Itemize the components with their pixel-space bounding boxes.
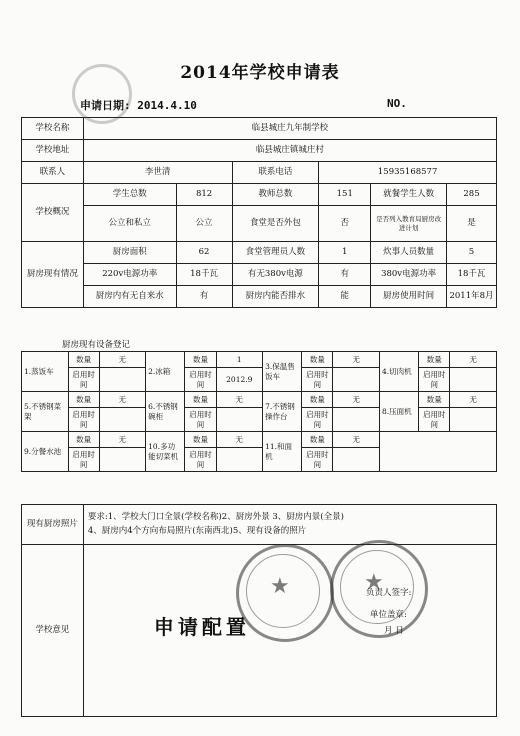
equipment-caption: 厨房现有设备登记	[62, 340, 131, 350]
equip-name: 11.和面机	[263, 432, 302, 472]
equip-qty-label: 数量	[185, 392, 216, 408]
staff-value: 5	[447, 242, 497, 264]
p380-value: 18千瓦	[447, 264, 497, 286]
apply-date-label: 申请日期:	[80, 99, 131, 112]
equip-qty-label: 数量	[302, 392, 333, 408]
seal-star-icon: ★	[270, 574, 290, 599]
equip-name: 2.冰箱	[146, 352, 185, 392]
opinion-date: 月 日	[384, 626, 404, 636]
equip-qty-label: 数量	[185, 432, 216, 448]
teachers-value: 151	[319, 184, 371, 206]
equip-qty-label: 数量	[302, 432, 333, 448]
school-info-table	[21, 117, 497, 308]
boarding-value: 285	[447, 184, 497, 206]
equip-name: 4.切肉机	[379, 352, 418, 392]
equip-name: 8.压面机	[379, 392, 418, 432]
equip-since-label: 启用时间	[68, 408, 99, 432]
equip-empty-cell	[379, 432, 496, 472]
equip-since-label: 启用时间	[302, 368, 333, 392]
equip-qty-value: 无	[450, 352, 497, 368]
equip-since-value	[99, 408, 146, 432]
equip-name: 5.不锈钢菜架	[22, 392, 69, 432]
equip-qty-value: 无	[216, 432, 263, 448]
equip-name: 7.不锈钢操作台	[263, 392, 302, 432]
mgmt-value: 1	[319, 242, 371, 264]
plan-value: 是	[447, 206, 497, 242]
equip-qty-label: 数量	[68, 392, 99, 408]
equip-qty-label: 数量	[302, 352, 333, 368]
equip-since-label: 启用时间	[185, 448, 216, 472]
form-title: 2014年学校申请表	[180, 63, 340, 83]
school-name-value: 临县城庄九年制学校	[83, 118, 496, 140]
unit-seal-label: 单位盖章:	[370, 610, 407, 620]
equip-qty-value: 无	[99, 392, 146, 408]
kitchen-label: 厨房现有情况	[22, 242, 84, 308]
photos-req-line-1: 要求:1、学校大门口全景(学校名称)2、厨房外景 3、厨房内景(全景)	[87, 512, 344, 522]
has380-value: 有	[319, 264, 371, 286]
public-value: 公立	[176, 206, 232, 242]
mgmt-label: 食堂管理员人数	[232, 242, 319, 264]
equip-qty-value: 无	[99, 432, 146, 448]
equip-name: 6.不锈钢碗柜	[146, 392, 185, 432]
area-value: 62	[176, 242, 232, 264]
since-value: 2011年8月	[447, 286, 497, 308]
equip-since-label: 启用时间	[419, 368, 450, 392]
phone-value: 15935168577	[319, 162, 497, 184]
apply-date-value: 2014.4.10	[137, 99, 197, 112]
equip-qty-value: 无	[216, 392, 263, 408]
water-label: 厨房内有无自来水	[83, 286, 176, 308]
equip-since-value	[99, 368, 146, 392]
p220-value: 18千瓦	[176, 264, 232, 286]
equip-name: 1.蒸饭车	[22, 352, 69, 392]
since-label: 厨房使用时间	[371, 286, 447, 308]
equip-since-label: 启用时间	[185, 368, 216, 392]
equip-qty-value: 无	[99, 352, 146, 368]
contact-value: 李世清	[83, 162, 232, 184]
students-label: 学生总数	[83, 184, 176, 206]
equip-qty-value: 无	[333, 392, 380, 408]
equip-since-value: 2012.9	[216, 368, 263, 392]
faint-stamp	[72, 64, 132, 124]
students-value: 812	[176, 184, 232, 206]
boarding-label: 就餐学生人数	[371, 184, 447, 206]
equip-since-value	[99, 448, 146, 472]
equip-since-label: 启用时间	[185, 408, 216, 432]
p380-label: 380v电源功率	[371, 264, 447, 286]
drain-label: 厨房内能否排水	[232, 286, 319, 308]
equip-qty-label: 数量	[419, 392, 450, 408]
drain-value: 能	[319, 286, 371, 308]
equip-since-label: 启用时间	[68, 368, 99, 392]
photos-requirements	[83, 505, 496, 545]
equip-name: 10.多功能切菜机	[146, 432, 185, 472]
equip-name: 9.分餐水池	[22, 432, 69, 472]
area-label: 厨房面积	[83, 242, 176, 264]
equip-since-value	[216, 408, 263, 432]
equip-since-label: 启用时间	[302, 448, 333, 472]
has380-label: 有无380v电源	[232, 264, 319, 286]
overview-label: 学校概况	[22, 184, 84, 242]
opinion-handwriting: 申请配置	[153, 615, 250, 640]
equip-name: 3.保温售饭车	[263, 352, 302, 392]
seal-star-icon: ★	[364, 570, 384, 595]
staff-label: 炊事人员数量	[371, 242, 447, 264]
equip-since-value	[450, 368, 497, 392]
equip-since-label: 启用时间	[302, 408, 333, 432]
opinion-label: 学校意见	[22, 545, 84, 717]
equip-since-value	[333, 408, 380, 432]
school-address-value: 临县城庄镇城庄村	[83, 140, 496, 162]
equip-since-value	[333, 368, 380, 392]
equip-since-value	[216, 448, 263, 472]
photos-req-line-2: 4、厨房内4个方向布局照片(东南西北)5、现有设备的照片	[87, 525, 307, 536]
plan-label: 是否列入教育局厨房改进计划	[371, 206, 447, 242]
signer-label: 负责人签字:	[366, 588, 412, 598]
equip-since-value	[450, 408, 497, 432]
contact-label: 联系人	[22, 162, 84, 184]
equip-qty-value: 1	[216, 352, 263, 368]
teachers-label: 教师总数	[232, 184, 319, 206]
equip-qty-label: 数量	[185, 352, 216, 368]
phone-label: 联系电话	[232, 162, 319, 184]
equip-qty-value: 无	[333, 352, 380, 368]
equip-qty-label: 数量	[419, 352, 450, 368]
equip-qty-label: 数量	[68, 432, 99, 448]
equip-since-label: 启用时间	[68, 448, 99, 472]
school-address-label: 学校地址	[22, 140, 84, 162]
p220-label: 220v电源功率	[83, 264, 176, 286]
photos-label: 现有厨房照片	[22, 505, 84, 545]
equip-since-label: 启用时间	[419, 408, 450, 432]
form-number-label: NO.	[387, 97, 407, 110]
equip-qty-label: 数量	[68, 352, 99, 368]
outsourced-label: 食堂是否外包	[232, 206, 319, 242]
equipment-table	[21, 351, 497, 472]
equip-qty-value: 无	[450, 392, 497, 408]
equip-since-value	[333, 448, 380, 472]
outsourced-value: 否	[319, 206, 371, 242]
school-name-label: 学校名称	[22, 118, 84, 140]
public-label: 公立和私立	[83, 206, 176, 242]
water-value: 有	[176, 286, 232, 308]
equip-qty-value: 无	[333, 432, 380, 448]
